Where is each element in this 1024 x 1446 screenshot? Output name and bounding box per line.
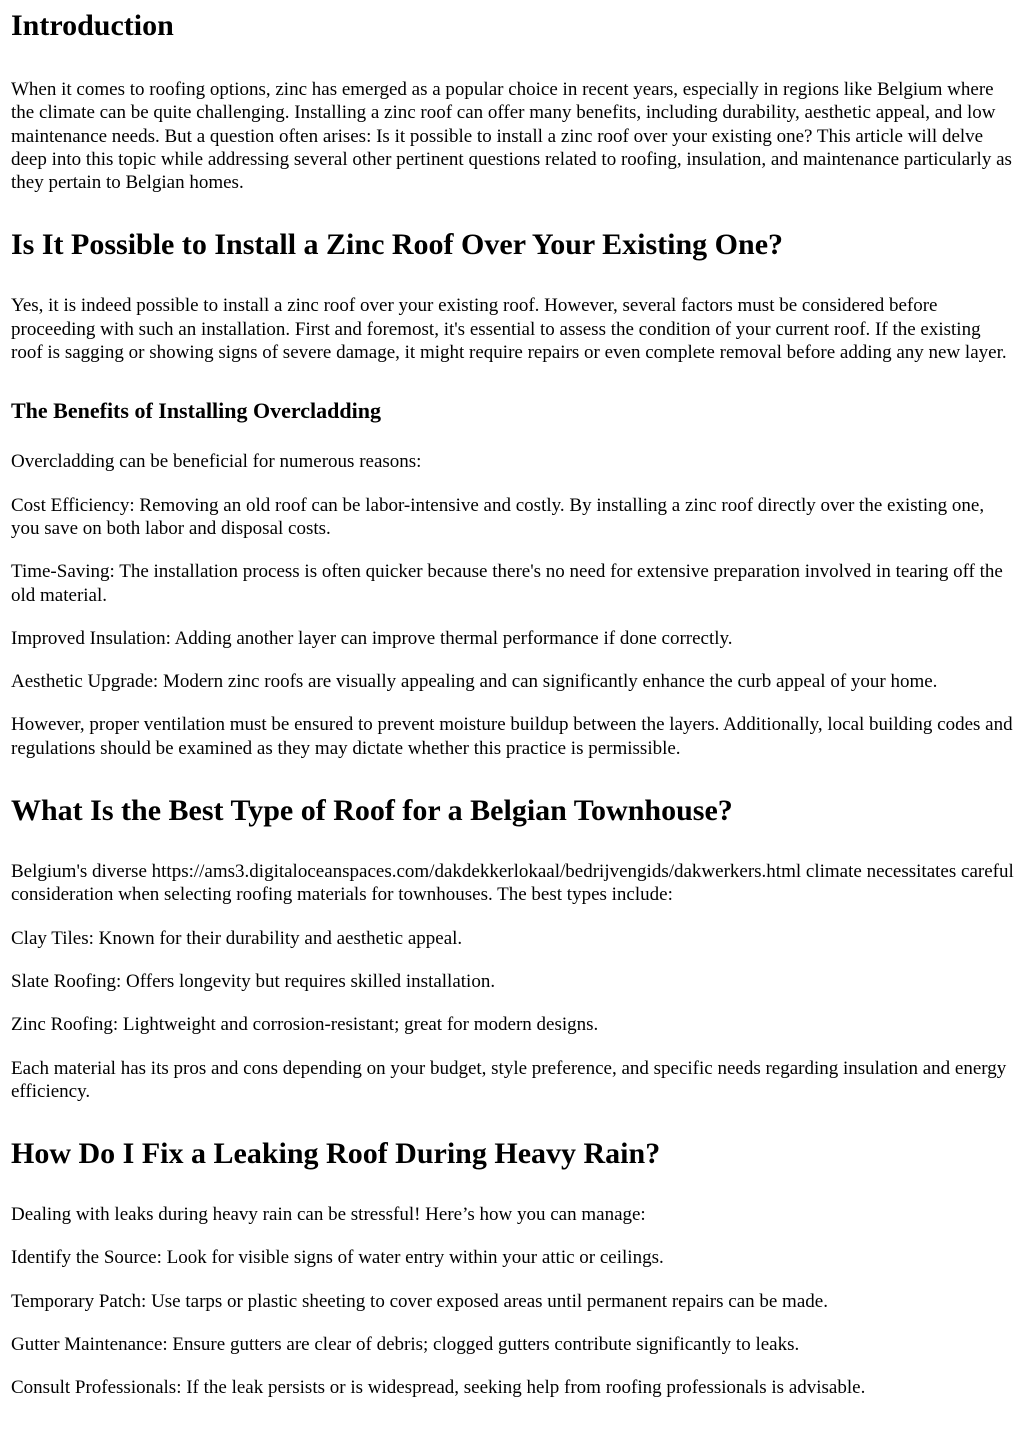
section2-lead-start: Belgium's diverse	[11, 861, 152, 883]
section2-lead	[11, 860, 1014, 907]
list-item-temporary-patch: Temporary Patch: Use tarps or plastic sheeting to cover exposed areas until permanent repairs can be made.	[11, 1290, 828, 1312]
overcladding-lead: Overcladding can be beneficial for numerous reasons:	[11, 451, 422, 473]
section1-heading: Is It Possible to Install a Zinc Roof Over Your Existing One?	[11, 228, 784, 262]
list-item-consult-professionals: Consult Professionals: If the leak persists or is widespread, seeking help from roofing professionals is advisable.	[11, 1377, 866, 1399]
intro-paragraph: When it comes to roofing options, zinc has emerged as a popular choice in recent years, especially in regions like Belgium where the climate can be quite challenging. Installing a zinc roof can offer many benefits, including durability, aesthetic appeal, and low maintenance needs. But a question often arises: Is it possible to install a zinc roof over your existing one? This article will delve deep into this topic while addressing several other pertinent questions related to roofing, insulation, and maintenance particularly as they pertain to Belgian homes.	[11, 79, 1012, 194]
section2-closing: Each material has its pros and cons depending on your budget, style preference, and specific needs regarding insulation and energy efficiency.	[11, 1057, 1007, 1102]
list-item-time-saving: Time-Saving: The installation process is often quicker because there's no need for extensive preparation involved in tearing off the old material.	[11, 561, 1003, 606]
section2-heading: What Is the Best Type of Roof for a Belgian Townhouse?	[11, 794, 733, 828]
section3-lead: Dealing with leaks during heavy rain can be stressful! Here’s how you can manage:	[11, 1204, 646, 1226]
list-item-gutter-maintenance: Gutter Maintenance: Ensure gutters are clear of debris; clogged gutters contribute significantly to leaks.	[11, 1334, 800, 1356]
list-item-aesthetic-upgrade: Aesthetic Upgrade: Modern zinc roofs are visually appealing and can significantly enhance the curb appeal of your home.	[11, 671, 938, 693]
section1-closing: However, proper ventilation must be ensured to prevent moisture buildup between the layers. Additionally, local building codes and regulations should be examined as they may dictate whether this practice is permissible.	[11, 714, 1013, 759]
section2-lead-end: climate necessitates careful consideration when selecting roofing materials for townhouses. The best types include:	[11, 861, 1014, 906]
list-item-identify-source: Identify the Source: Look for visible signs of water entry within your attic or ceilings.	[11, 1247, 664, 1269]
list-item-clay-tiles: Clay Tiles: Known for their durability and aesthetic appeal.	[11, 927, 463, 949]
section3-heading: How Do I Fix a Leaking Roof During Heavy Rain?	[11, 1137, 661, 1171]
list-item-slate-roofing: Slate Roofing: Offers longevity but requires skilled installation.	[11, 970, 496, 992]
section1-paragraph: Yes, it is indeed possible to install a zinc roof over your existing roof. However, several factors must be considered before proceeding with such an installation. First and foremost, it's essential to assess the condition of your current roof. If the existing roof is sagging or showing signs of severe damage, it might require repairs or even complete removal before adding any new layer.	[11, 295, 1007, 364]
dakwerkers-link[interactable]: https://ams3.digitaloceanspaces.com/dakdekkerlokaal/bedrijvengids/dakwerkers.html	[151, 861, 802, 883]
intro-heading: Introduction	[11, 9, 174, 42]
overcladding-subheading: The Benefits of Installing Overcladding	[11, 398, 381, 424]
list-item-zinc-roofing: Zinc Roofing: Lightweight and corrosion-resistant; great for modern designs.	[11, 1014, 599, 1036]
list-item-cost-efficiency: Cost Efficiency: Removing an old roof can be labor-intensive and costly. By installing a zinc roof directly over the existing one, you save on both labor and disposal costs.	[11, 494, 985, 539]
list-item-improved-insulation: Improved Insulation: Adding another layer can improve thermal performance if done correctly.	[11, 627, 733, 649]
